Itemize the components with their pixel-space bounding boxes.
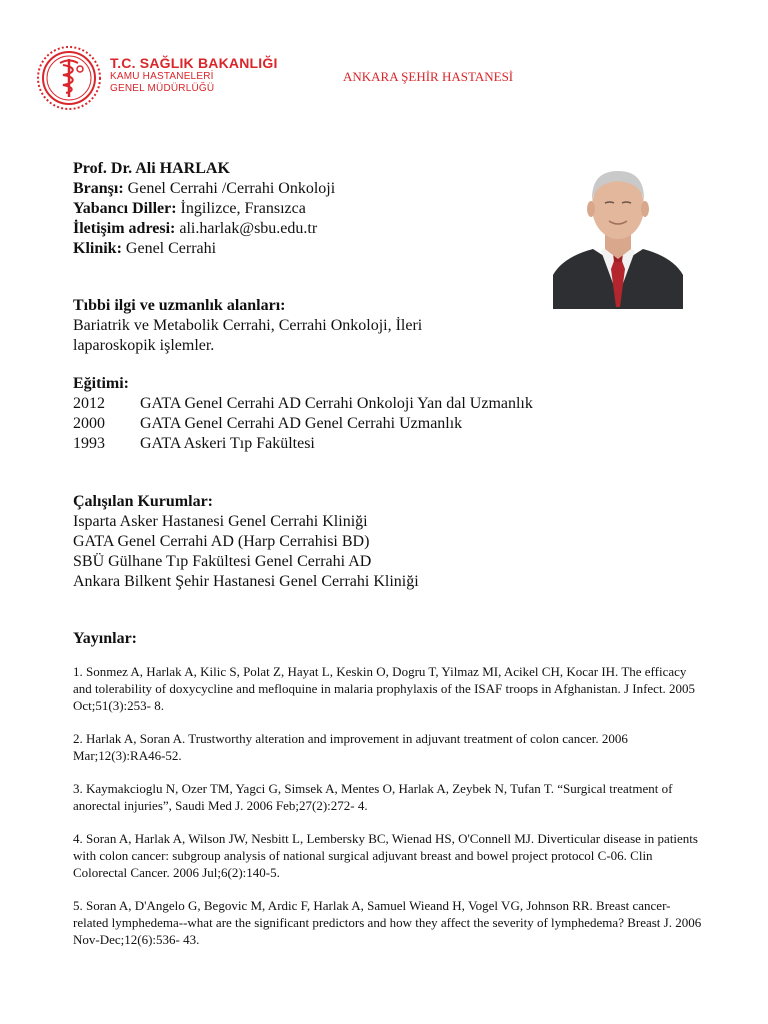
education-item: [73, 414, 533, 434]
ministry-line-2: KAMU HASTANELERİ: [110, 71, 214, 82]
institution-item: Ankara Bilkent Şehir Hastanesi Genel Cerrahi Kliniği: [73, 573, 419, 590]
publication-item: 3. Kaymakcioglu N, Ozer TM, Yagci G, Simsek A, Mentes O, Harlak A, Zeybek N, Tufan T. “Surgical treatment of anorectal injuries”, Saudi Med J. 2006 Feb;27(2):272- 4.: [73, 781, 673, 813]
clinic-row: [73, 239, 335, 259]
institution-item: SBÜ Gülhane Tıp Fakültesi Genel Cerrahi AD: [73, 553, 372, 570]
doctor-name: Prof. Dr. Ali HARLAK: [73, 160, 230, 177]
contact-value: ali.harlak@sbu.edu.tr: [175, 220, 318, 237]
education-text: GATA Genel Cerrahi AD Cerrahi Onkoloji Yan dal Uzmanlık: [140, 395, 533, 412]
clinic-label: Klinik:: [73, 240, 122, 257]
institutions-section: [73, 492, 419, 592]
education-heading: Eğitimi:: [73, 375, 129, 392]
ministry-logo-icon: [36, 45, 102, 111]
institution-item: GATA Genel Cerrahi AD (Harp Cerrahisi BD): [73, 533, 370, 550]
languages-value: İngilizce, Fransızca: [176, 200, 306, 217]
publication-item: 1. Sonmez A, Harlak A, Kilic S, Polat Z, Hayat L, Keskin O, Dogru T, Yilmaz MI, Acikel CH, Kocar IH. The efficacy and tolerability of doxycycline and mefloquine in malaria prophylaxis of the ISAF troops in Afghanistan. J Infect. 2005 Oct;51(3):253- 8.: [73, 664, 696, 713]
contact-row: [73, 219, 335, 239]
institution-item: Isparta Asker Hastanesi Genel Cerrahi Kliniği: [73, 513, 368, 530]
institutions-heading: Çalışılan Kurumlar:: [73, 493, 214, 510]
clinic-value: Genel Cerrahi: [121, 240, 217, 257]
languages-row: [73, 199, 335, 219]
profile-info: [73, 159, 335, 259]
interests-line: laparoskopik işlemler.: [73, 337, 215, 354]
education-section: [73, 374, 533, 454]
ministry-line-1: T.C. SAĞLIK BAKANLIĞI: [110, 55, 278, 71]
publication-item: 2. Harlak A, Soran A. Trustworthy alteration and improvement in adjuvant treatment of colon cancer. 2006 Mar;12(3):RA46-52.: [73, 731, 628, 763]
education-item: [73, 394, 533, 414]
education-text: GATA Askeri Tıp Fakültesi: [140, 435, 315, 452]
education-year: 2012: [73, 395, 105, 412]
interests-heading: Tıbbi ilgi ve uzmanlık alanları:: [73, 297, 286, 314]
publication-item: 5. Soran A, D'Angelo G, Begovic M, Ardic F, Harlak A, Samuel Wieand H, Vogel VG, Johnson RR. Breast cancer-related lymphedema--what are the significant predictors and how they affect the severity of lymphedema? Breast J. 2006 Nov-Dec;12(6):536- 43.: [73, 898, 702, 947]
interests-line: Bariatrik ve Metabolik Cerrahi, Cerrahi Onkoloji, İleri: [73, 317, 423, 334]
branch-value: Genel Cerrahi /Cerrahi Onkoloji: [123, 180, 336, 197]
education-text: GATA Genel Cerrahi AD Genel Cerrahi Uzmanlık: [140, 415, 463, 432]
publications-list: [73, 663, 703, 964]
ministry-line-3: GENEL MÜDÜRLÜĞÜ: [110, 83, 215, 94]
publications-heading: Yayınlar:: [73, 630, 137, 647]
education-year: 2000: [73, 415, 105, 432]
publication-item: 4. Soran A, Harlak A, Wilson JW, Nesbitt L, Lembersky BC, Wienad HS, O'Connell MJ. Diverticular disease in patients with colon cancer: subgroup analysis of national surgical adjuvant breast and bowel project protocol C-06. Clin Colorectal Cancer. 2006 Jul;6(2):140-5.: [73, 831, 698, 880]
doctor-photo: [553, 157, 683, 309]
branch-label: Branşı:: [73, 180, 124, 197]
interests-section: [73, 296, 422, 356]
branch-row: [73, 179, 335, 199]
education-item: [73, 434, 533, 454]
languages-label: Yabancı Diller:: [73, 200, 177, 217]
contact-label: İletişim adresi:: [73, 220, 176, 237]
education-year: 1993: [73, 435, 105, 452]
hospital-name: ANKARA ŞEHİR HASTANESİ: [343, 69, 514, 84]
ministry-name: [110, 55, 278, 95]
